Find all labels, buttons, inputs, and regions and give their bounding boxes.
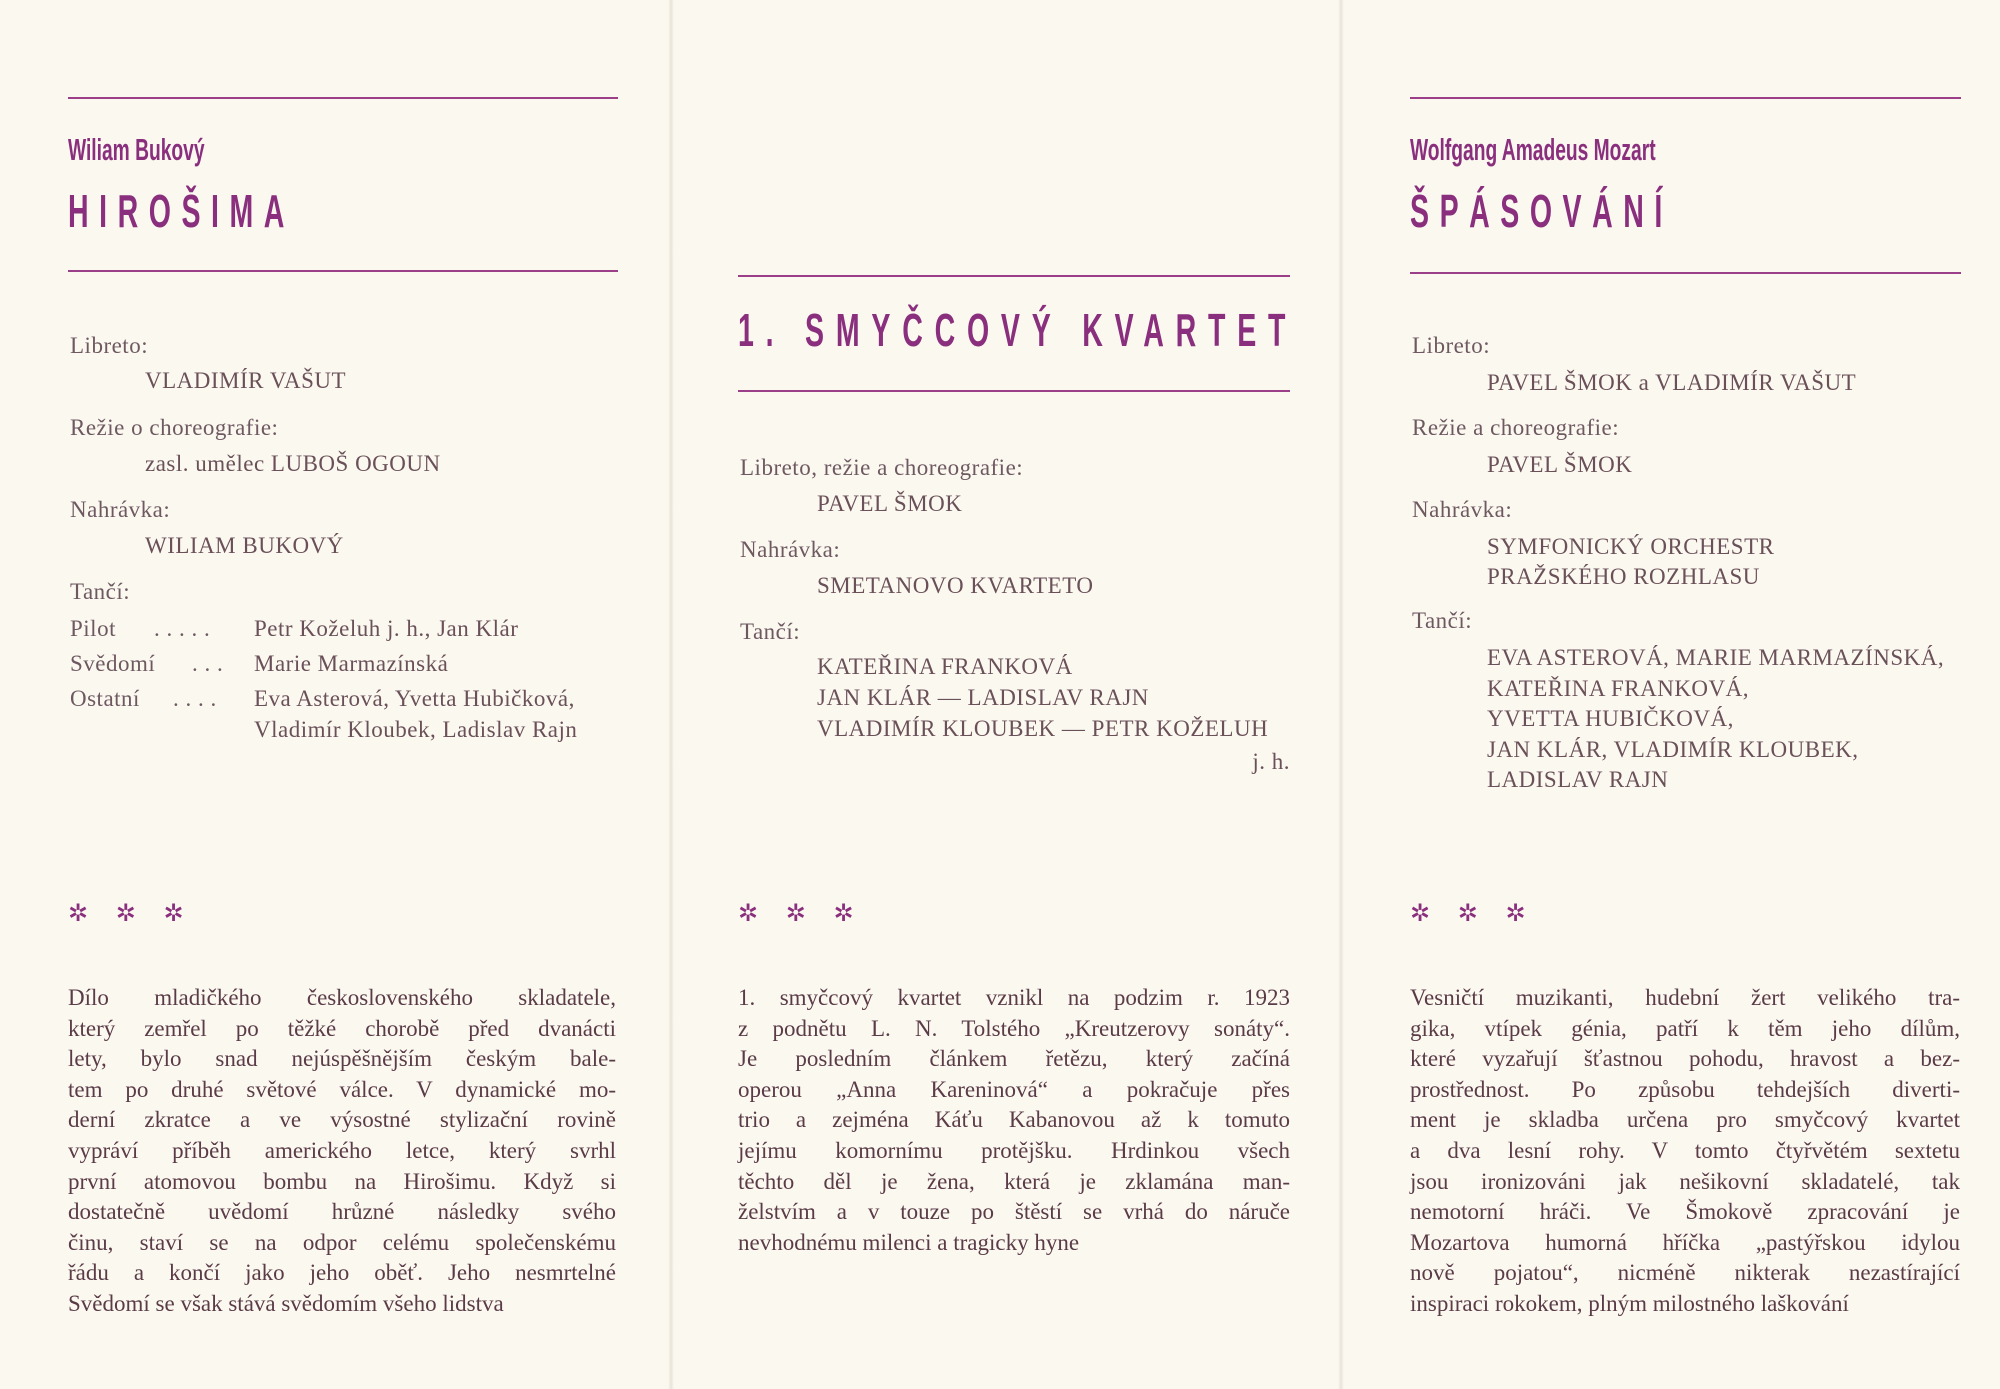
nahravka-value: SMETANOVO KVARTETO <box>817 573 1094 598</box>
cast-dancers: Petr Koželuh j. h., Jan Klár <box>254 616 519 641</box>
paragraph-line: první atomovou bombu na Hirošimu. Když si <box>68 1168 616 1194</box>
paragraph-line: Svědomí se však stává svědomím všeho lidstva <box>68 1290 504 1316</box>
page-fold-right <box>1338 0 1344 1389</box>
paragraph-line: Vesničtí muzikanti, hudební žert velikého tra- <box>1410 985 1960 1010</box>
cast-dancers: Marie Marmazínská <box>254 651 449 676</box>
cast-role: Svědomí <box>70 651 156 676</box>
ballet-title: 1. SMYČCOVÝ KVARTET <box>738 304 1298 356</box>
description-paragraph <box>738 983 1290 1258</box>
paragraph-line: lety, bylo snad nejúspěšnějším českým bale- <box>68 1046 616 1072</box>
paragraph-line: operou „Anna Kareninová“ a pokračuje přes <box>738 1076 1290 1102</box>
paragraph-line: Dílo mladičkého československého skladatele, <box>68 985 616 1010</box>
paragraph-line: derní zkratce a ve výsostné stylizační rovině <box>68 1107 616 1133</box>
paragraph-line: nově pojatou“, nicméně nikterak nezastírající <box>1410 1260 1960 1286</box>
paragraph-line: trio a zejména Káťu Kabanovou až k tomuto <box>738 1107 1290 1133</box>
paragraph-line: Je posledním článkem řetězu, který začíná <box>738 1046 1290 1072</box>
middle-panel <box>738 0 1298 1389</box>
description-paragraph <box>1410 983 1960 1320</box>
paragraph-line: želstvím a v touze po štěstí se vrhá do náruče <box>738 1199 1290 1225</box>
libreto-value: PAVEL ŠMOK a VLADIMÍR VAŠUT <box>1487 370 1857 395</box>
cast-role: Ostatní <box>70 686 140 711</box>
right-panel <box>1410 0 1961 1389</box>
cast-role: Pilot <box>70 616 116 641</box>
ballet-title: ŠPÁSOVÁNÍ <box>1410 185 1673 237</box>
rezie-value: PAVEL ŠMOK <box>1487 452 1633 477</box>
paragraph-line: tem po druhé světové válce. V dynamické mo- <box>68 1076 616 1102</box>
title-rule <box>68 270 618 272</box>
libreto-value: PAVEL ŠMOK <box>817 491 963 516</box>
paragraph-line: inspiraci rokokem, plným milostného laškování <box>1410 1290 1849 1316</box>
paragraph-line: řádu a končí jako jeho oběť. Jeho nesmrtelné <box>68 1260 616 1286</box>
paragraph-line: které vyzařují šťastnou pohodu, hravost a bez- <box>1410 1046 1960 1072</box>
paragraph-line: vypráví příběh amerického letce, který svrhl <box>68 1137 616 1163</box>
rezie-label: Režie a choreografie: <box>1412 415 1620 440</box>
paragraph-line: nemotorní hráči. Ve Šmokově zpracování je <box>1410 1199 1960 1225</box>
cast-dots: . . . . . <box>154 616 211 641</box>
dancer-line: JAN KLÁR, VLADIMÍR KLOUBEK, <box>1487 737 1859 762</box>
dancer-line: VLADIMÍR KLOUBEK — PETR KOŽELUH <box>817 716 1269 741</box>
top-rule <box>738 275 1290 277</box>
paragraph-line: jsou ironizováni jak nešikovní skladatelé, tak <box>1410 1168 1960 1194</box>
paragraph-line: a dva lesní rohy. V tomto čtyřvětém sextetu <box>1410 1137 1960 1163</box>
tanci-label: Tančí: <box>1412 608 1473 633</box>
dancer-suffix: j. h. <box>1252 749 1290 774</box>
ballet-title: HIROŠIMA <box>68 185 295 237</box>
dancer-line: KATEŘINA FRANKOVÁ <box>817 654 1073 679</box>
paragraph-line: prostřednost. Po způsobu tehdejších diverti- <box>1410 1076 1960 1102</box>
dancer-line: EVA ASTEROVÁ, MARIE MARMAZÍNSKÁ, <box>1487 645 1945 670</box>
decorative-stars: ✲ ✲ ✲ <box>738 899 864 927</box>
nahravka-label: Nahrávka: <box>740 537 841 562</box>
cast-dots: . . . <box>192 651 224 676</box>
libreto-value: VLADIMÍR VAŠUT <box>145 368 347 393</box>
composer-name: Wiliam Bukový <box>68 132 205 167</box>
cast-dancers: Vladimír Kloubek, Ladislav Rajn <box>254 717 578 742</box>
tanci-label: Tančí: <box>740 619 801 644</box>
cast-dancers: Eva Asterová, Yvetta Hubičková, <box>254 686 575 711</box>
rezie-label: Režie o choreografie: <box>70 415 279 440</box>
title-rule <box>1410 272 1961 274</box>
top-rule <box>1410 97 1961 99</box>
libreto-label: Libreto: <box>1412 333 1491 358</box>
description-paragraph <box>68 983 616 1320</box>
nahravka-label: Nahrávka: <box>1412 497 1513 522</box>
paragraph-line: 1. smyčcový kvartet vznikl na podzim r. 1923 <box>738 985 1290 1010</box>
paragraph-line: Mozartova humorná hříčka „pastýřskou idylou <box>1410 1229 1960 1255</box>
rezie-value: zasl. umělec LUBOŠ OGOUN <box>145 451 441 476</box>
paragraph-line: gika, vtípek génia, patří k těm jeho dílům, <box>1410 1015 1960 1041</box>
nahravka-label: Nahrávka: <box>70 497 171 522</box>
paragraph-line: který zemřel po těžké chorobě před dvanácti <box>68 1015 616 1041</box>
cast-dots: . . . . <box>173 686 217 711</box>
dancer-line: JAN KLÁR — LADISLAV RAJN <box>817 685 1149 710</box>
paragraph-line: ment je skladba určena pro smyčcový kvartet <box>1410 1107 1960 1133</box>
left-panel <box>68 0 618 1389</box>
decorative-stars: ✲ ✲ ✲ <box>68 899 194 927</box>
dancer-line: LADISLAV RAJN <box>1487 767 1669 792</box>
decorative-stars: ✲ ✲ ✲ <box>1410 899 1536 927</box>
page-fold-left <box>668 0 674 1389</box>
paragraph-line: jejímu komornímu protějšku. Hrdinkou všech <box>738 1137 1290 1163</box>
title-rule <box>738 390 1290 392</box>
libreto-label: Libreto: <box>70 333 149 358</box>
paragraph-line: těchto děl je žena, která je zklamána man- <box>738 1168 1290 1194</box>
top-rule <box>68 97 618 99</box>
libreto-label: Libreto, režie a choreografie: <box>740 455 1024 480</box>
nahravka-value: WILIAM BUKOVÝ <box>145 533 344 558</box>
paragraph-line: dostatečně uvědomí hrůzné následky svého <box>68 1199 616 1225</box>
tanci-label: Tančí: <box>70 579 131 604</box>
nahravka-value: PRAŽSKÉHO ROZHLASU <box>1487 564 1760 589</box>
composer-name: Wolfgang Amadeus Mozart <box>1410 132 1656 167</box>
paragraph-line: z podnětu L. N. Tolstého „Kreutzerovy sonáty“. <box>738 1015 1290 1041</box>
paragraph-line: činu, staví se na odpor celému společenskému <box>68 1229 616 1255</box>
nahravka-value: SYMFONICKÝ ORCHESTR <box>1487 534 1775 559</box>
paragraph-line: nevhodnému milenci a tragicky hyne <box>738 1229 1080 1255</box>
dancer-line: KATEŘINA FRANKOVÁ, <box>1487 676 1750 701</box>
dancer-line: YVETTA HUBIČKOVÁ, <box>1487 706 1734 731</box>
